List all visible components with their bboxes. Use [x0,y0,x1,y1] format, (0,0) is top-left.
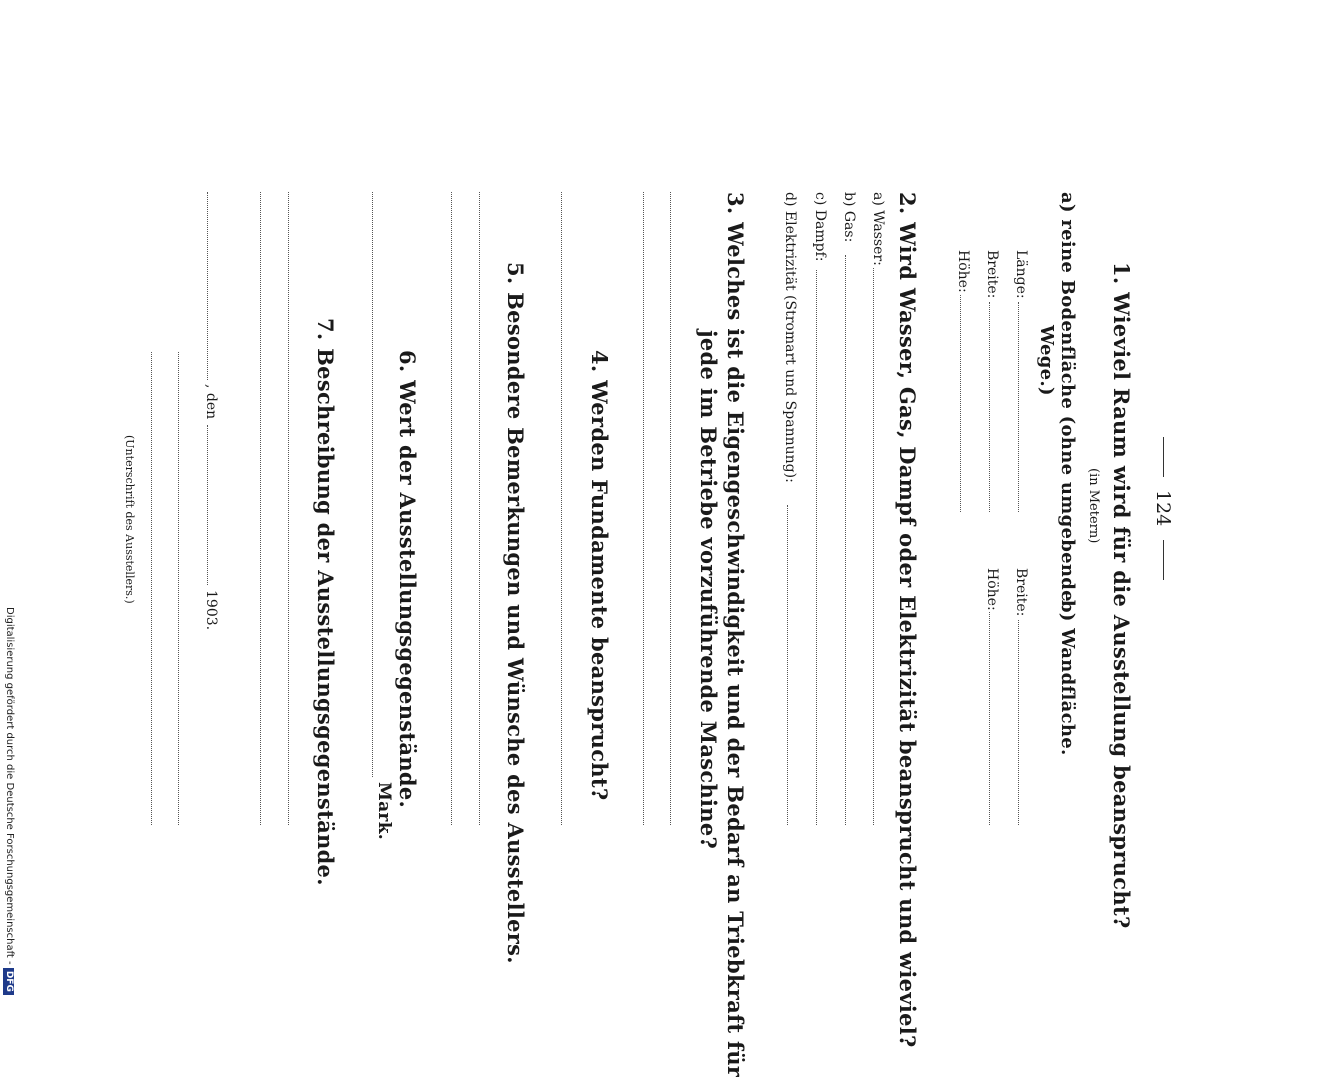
question-1a-label-cont: Wege.) [1036,325,1057,396]
question-4-title: 4. Werden Fundamente beansprucht? [587,350,612,801]
question-2-title: 2. Wird Wasser, Gas, Dampf oder Elektrizität beansprucht und wieviel? [895,192,920,1048]
page-number-rule-right [1163,540,1164,580]
question-2b-label: b) Gas: [841,192,857,243]
question-6-value-line [372,192,373,777]
page-number-rule-left [1163,437,1164,477]
question-1-unit: (in Metern) [1086,468,1101,544]
question-6-unit: Mark. [374,782,394,840]
laenge-label: Länge: [1013,250,1029,299]
dfg-logo: DFG [3,968,14,995]
place-line [207,192,208,380]
question-1b-label: b) Wandfläche. [1057,600,1078,756]
question-1-title: 1. Wieviel Raum wird für die Ausstellung beansprucht? [1109,262,1134,929]
water-line [873,268,874,825]
question-5-title: 5. Besondere Bemerkungen und Wünsche des Ausstellers. [503,262,528,964]
footer-text: Digitalisierung gefördert durch die Deutsche Forschungsgemeinschaft - [4,607,15,965]
question-2c-label: c) Dampf: [812,192,828,262]
page-number: 124 [1152,490,1174,527]
laenge-line [1018,302,1019,512]
question-4-answer-line [561,192,562,825]
question-5-answer-line-1 [479,192,480,825]
date-den-label: , den [203,384,219,420]
signature-line-1 [178,352,179,825]
electricity-line [787,505,788,825]
question-5-answer-line-2 [451,192,452,825]
hoehe-b-line [989,612,990,825]
question-1a-label: a) reine Bodenfläche (ohne umgebende [1057,192,1078,602]
question-7-answer-line-2 [260,192,261,825]
breite-b-line [1018,620,1019,825]
hoehe-b-label: Höhe: [984,568,1000,611]
gas-line [845,255,846,825]
hoehe-a-label: Höhe: [955,250,971,293]
question-3-title-line1: 3. Welches ist die Eigengeschwindigkeit und der Bedarf an Triebkraft für [723,192,748,1077]
question-3-answer-line-1 [670,192,671,825]
question-3-answer-line-2 [643,192,644,825]
steam-line [816,270,817,825]
hoehe-a-line [960,295,961,512]
question-2a-label: a) Wasser: [870,192,886,266]
question-6-title: 6. Wert der Ausstellungsgegenstände. [395,350,420,809]
question-3-title-line2: jede im Betriebe vorzuführende Maschine? [696,330,721,850]
question-7-answer-line-1 [288,192,289,825]
breite-b-label: Breite: [1013,568,1029,617]
breite-a-label: Breite: [984,250,1000,299]
signature-line-2 [151,352,152,825]
breite-a-line [989,302,990,512]
signature-caption: (Unterschrift des Ausstellers.) [123,435,136,604]
question-2d-label: d) Elektrizität (Stromart und Spannung): [782,192,798,483]
date-line [207,425,208,585]
date-year: 1903. [203,590,219,631]
question-7-title: 7. Beschreibung der Ausstellungsgegenstände. [313,318,338,886]
digitization-footer [3,607,14,995]
